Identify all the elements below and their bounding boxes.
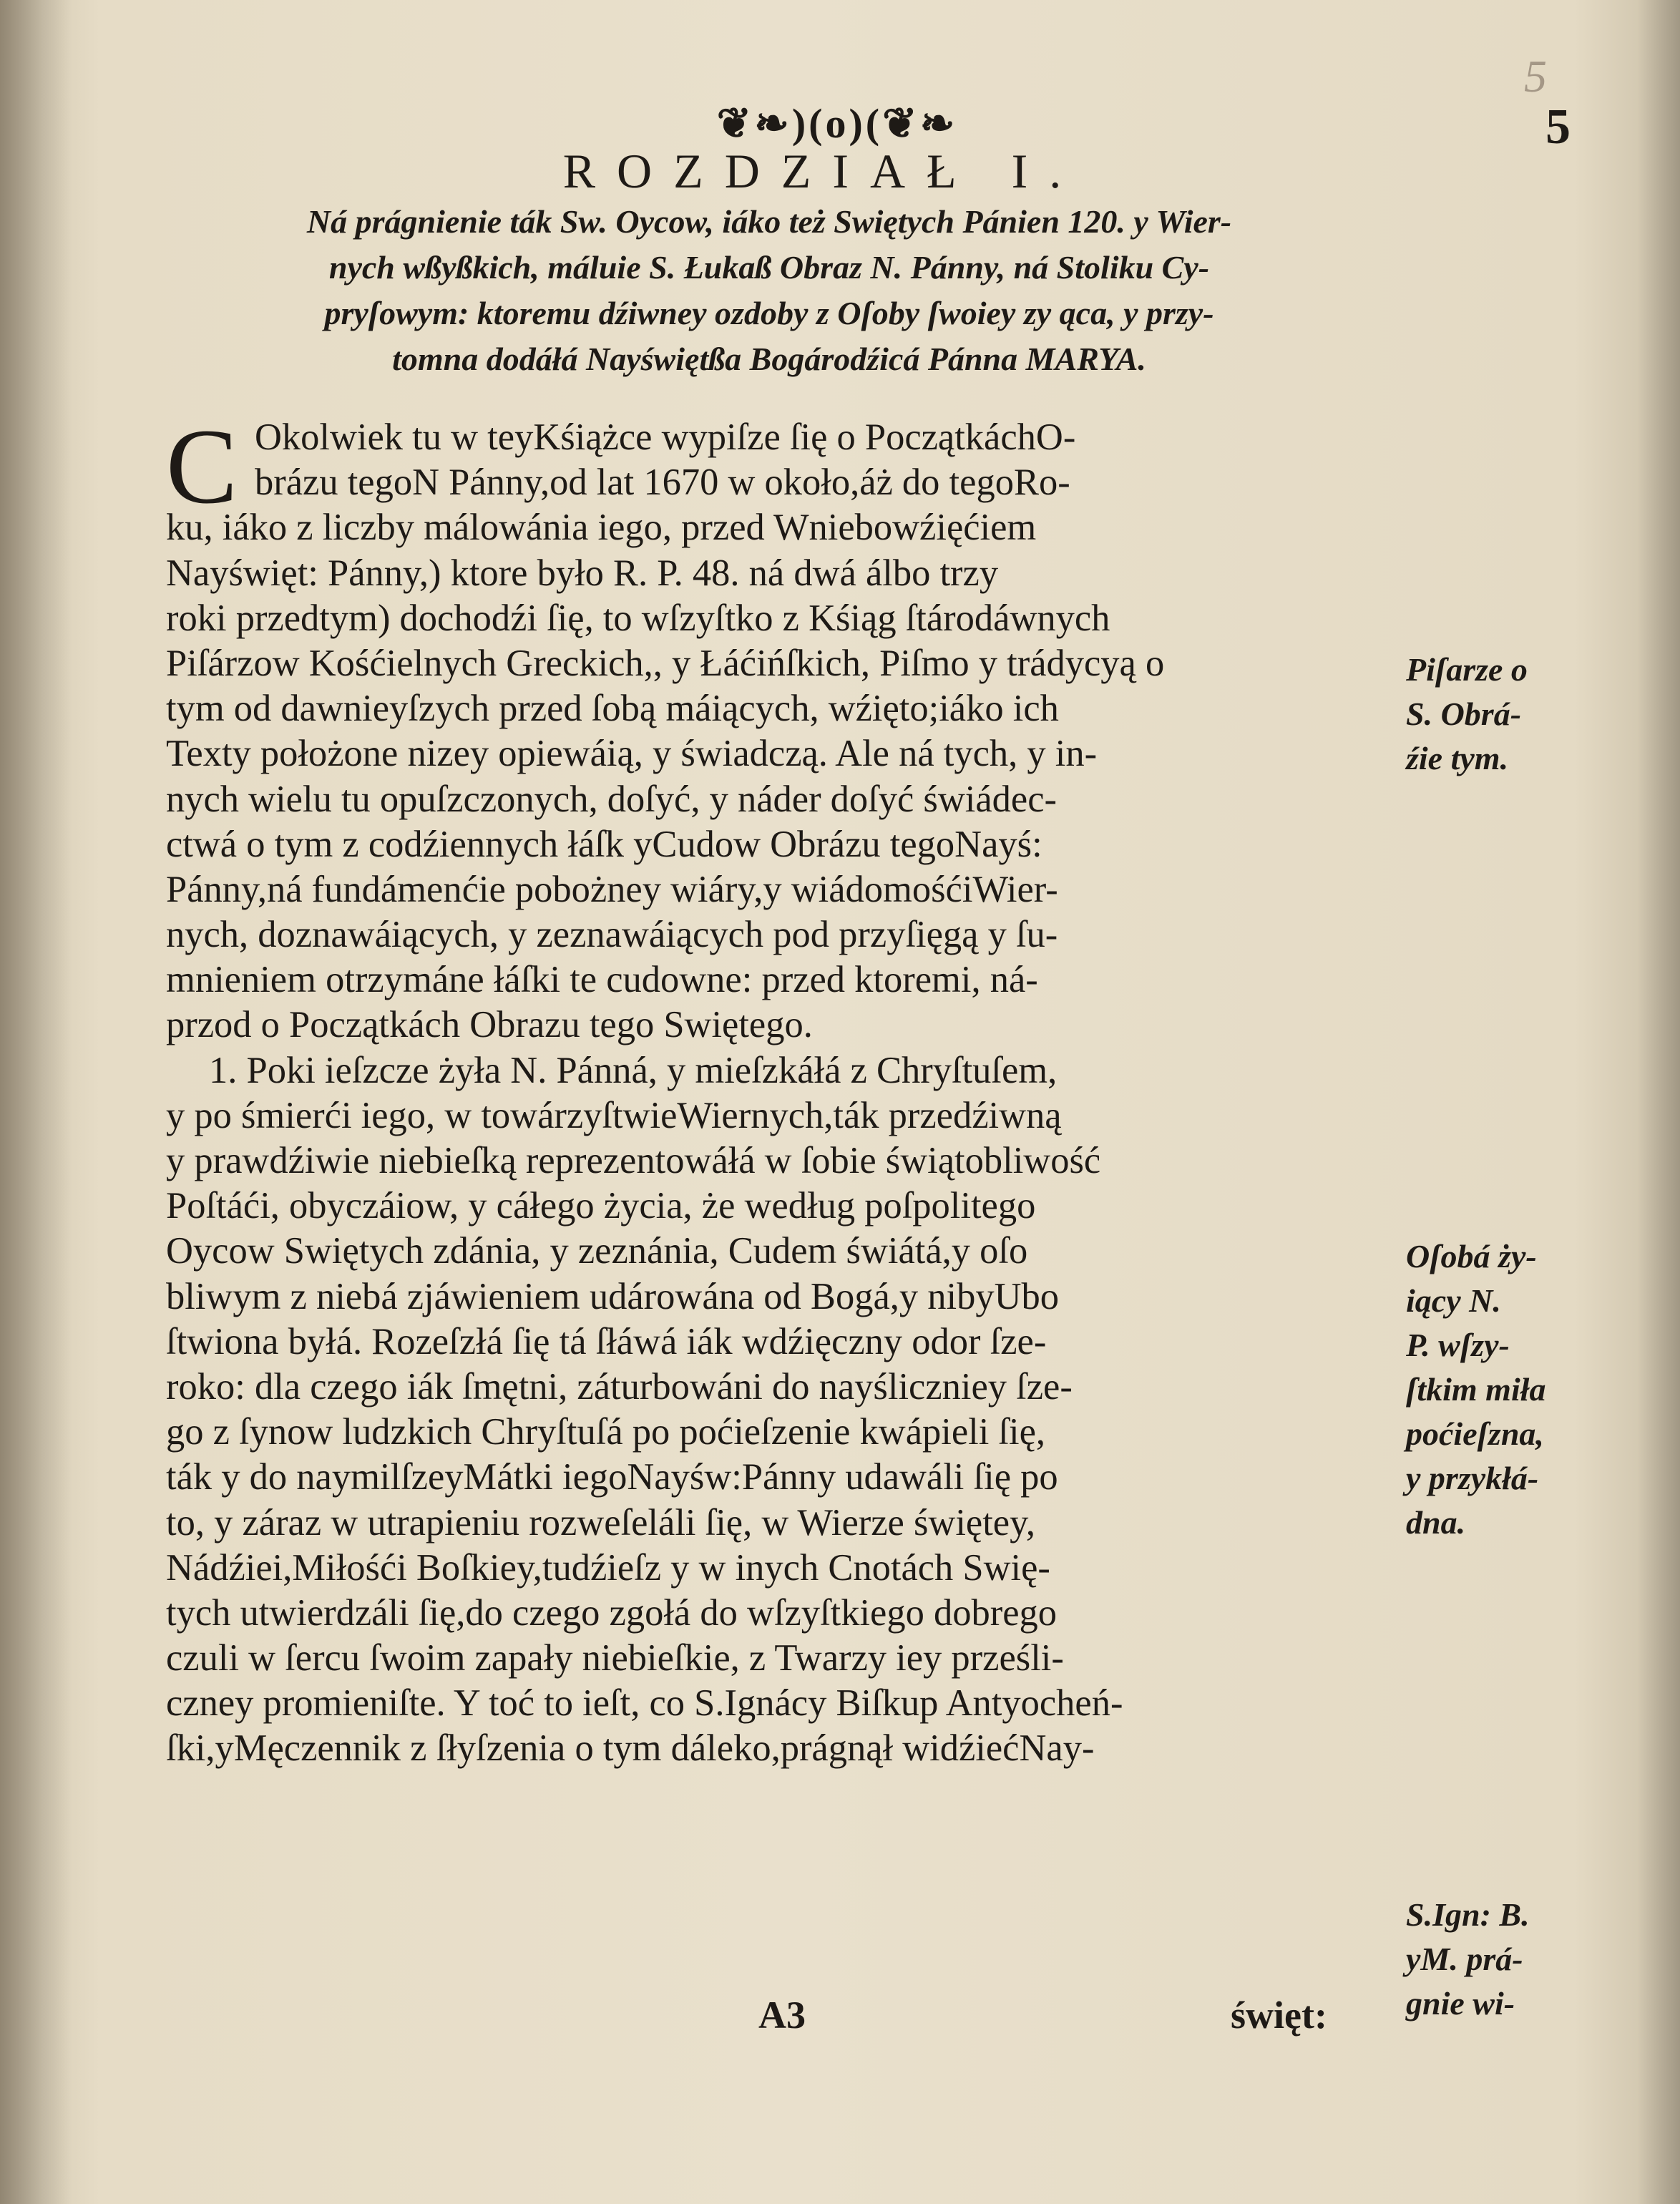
- text-line: Poſtáći, obyczáiow, y cáłego życia, że według poſpolitego: [166, 1185, 1036, 1227]
- margin-note-writers: [1406, 648, 1528, 781]
- text-line: go z ſynow ludzkich Chryſtuſá po poćieſzenie kwápieli ſię,: [166, 1411, 1046, 1453]
- text-line: ku, iáko z liczby málowánia iego, przed Wniebowźięćiem: [166, 507, 1037, 549]
- text-line: 1. Poki ieſzcze żyła N. Pánná, y mieſzkáłá z Chryſtuſem,: [209, 1049, 1058, 1091]
- margin-note-person: [1406, 1234, 1546, 1545]
- margin-note-line: gnie wi-: [1406, 1985, 1515, 2022]
- text-line: Nádźiei,Miłośći Boſkiey,tudźieſz y w inych Cnotách Swię-: [166, 1546, 1050, 1589]
- chapter-summary: [122, 199, 1417, 382]
- margin-note-line: S. Obrá-: [1406, 696, 1522, 732]
- text-line: czney promieniſte. Y toć to ieſt, co S.Ignácy Biſkup Antyocheń-: [166, 1682, 1123, 1725]
- page-gutter-shadow: [0, 0, 72, 2204]
- text-line: czuli w ſercu ſwoim zapały niebieſkie, z Twarzy iey prześli-: [166, 1637, 1064, 1679]
- summary-line: nych wßyßkich, máluie S. Łukaß Obraz N. Pánny, ná Stoliku Cy-: [328, 249, 1210, 286]
- page-edge-shadow: [1637, 0, 1680, 2204]
- text-line: to, y záraz w utrapieniu rozweſeláli ſię, w Wierze świętey,: [166, 1501, 1036, 1544]
- pencil-annotation: 5: [1524, 51, 1547, 102]
- text-line: roko: dla czego iák ſmętni, záturbowáni do nayśliczniey ſze-: [166, 1365, 1073, 1408]
- text-line: ták y do naymilſzeyMátki iegoNayśw:Pánny udawáli ſię po: [166, 1456, 1058, 1498]
- signature-mark: A3: [758, 1994, 806, 2037]
- text-line: y po śmierći iego, w towárzyſtwieWiernych,ták przedźiwną: [166, 1094, 1062, 1136]
- page-number: 5: [1545, 99, 1571, 155]
- margin-note-line: Piſarze o: [1406, 651, 1528, 688]
- catchword: święt:: [1231, 1994, 1327, 2037]
- margin-note-ignatius: [1406, 1893, 1530, 2026]
- text-line: Texty położone nizey opiewáią, y świadczą. Ale ná tych, y in-: [166, 733, 1098, 775]
- margin-note-line: S.Ign: B.: [1406, 1896, 1530, 1933]
- margin-note-line: Oſobá ży-: [1406, 1238, 1537, 1274]
- text-line: Pánny,ná fundámenćie pobożney wiáry,y wiádomośćiWier-: [166, 868, 1058, 910]
- text-line: przod o Początkách Obrazu tego Swiętego.: [166, 1004, 813, 1046]
- margin-note-line: y przykłá-: [1406, 1460, 1539, 1496]
- text-line: ſki,yMęczennik z ſłyſzenia o tym dáleko,prágnął widźiećNay-: [166, 1727, 1095, 1770]
- text-line: ſtwiona byłá. Rozeſzłá ſię tá ſłáwá iák wdźięczny odor ſze-: [166, 1320, 1047, 1362]
- margin-note-line: P. wſzy-: [1406, 1327, 1510, 1363]
- summary-line: tomna dodáłá Nayświętßa Bogárodźicá Pánna MARYA.: [392, 341, 1146, 377]
- text-line: nych, doznawáiących, y zeznawáiących pod przyſięgą y ſu-: [166, 914, 1058, 956]
- margin-note-line: iący N.: [1406, 1282, 1501, 1319]
- text-line: ctwá o tym z codźiennych łáſk yCudow Obrázu tegoNayś:: [166, 823, 1042, 865]
- chapter-title: ROZDZIAŁ I.: [562, 144, 1083, 198]
- margin-note-line: poćieſzna,: [1406, 1415, 1544, 1452]
- text-line: tych utwierdzáli ſię,do czego zgołá do wſzyſtkiego dobrego: [166, 1591, 1058, 1634]
- body-text: [166, 407, 1397, 1772]
- summary-line: pryſowym: ktoremu dźiwney ozdoby z Oſoby ſwoiey zy ąca, y przy-: [324, 295, 1214, 331]
- margin-note-line: yM. prá-: [1406, 1941, 1523, 1977]
- text-line: nych wielu tu opuſzczonych, doſyć, y náder doſyć świádec-: [166, 778, 1058, 820]
- text-line: tym od dawnieyſzych przed ſobą máiących, wźięto;iáko ich: [166, 688, 1059, 730]
- text-line: Oycow Swiętych zdánia, y zeznánia, Cudem świátá,y oſo: [166, 1230, 1028, 1272]
- text-line: Piſárzow Kośćielnych Greckich,, y Łáćińſkich, Piſmo y trádycyą o: [166, 642, 1165, 684]
- margin-note-line: dna.: [1406, 1504, 1466, 1541]
- text-line: mnieniem otrzymáne łáſki te cudowne: przed ktoremi, ná-: [166, 959, 1038, 1001]
- text-line: Nayświęt: Pánny,) ktore było R. P. 48. ná dwá álbo trzy: [166, 552, 999, 594]
- header-ornament: ❦❧)(o)(❦❧: [716, 100, 958, 147]
- text-line: roki przedtym) dochodźi ſię, to wſzyſtko z Kśiąg ſtárodáwnych: [166, 597, 1110, 639]
- text-line: Okolwiek tu w teyKśiążce wypiſze ſię o PoczątkáchO-: [255, 416, 1076, 458]
- text-line: bliwym z niebá zjáwieniem udárowána od Bogá,y nibyUbo: [166, 1275, 1060, 1317]
- margin-note-line: źie tym.: [1406, 740, 1509, 776]
- drop-cap: C: [166, 407, 238, 526]
- text-line: brázu tegoN Pánny,od lat 1670 w około,áż do tegoRo-: [255, 462, 1070, 504]
- text-line: y prawdźiwie niebieſką reprezentowáłá w ſobie świątobliwość: [166, 1140, 1101, 1181]
- margin-note-line: ſtkim miła: [1406, 1371, 1546, 1408]
- summary-line: Ná prágnienie ták Sw. Oycow, iáko też Swiętych Pánien 120. y Wier-: [306, 203, 1232, 240]
